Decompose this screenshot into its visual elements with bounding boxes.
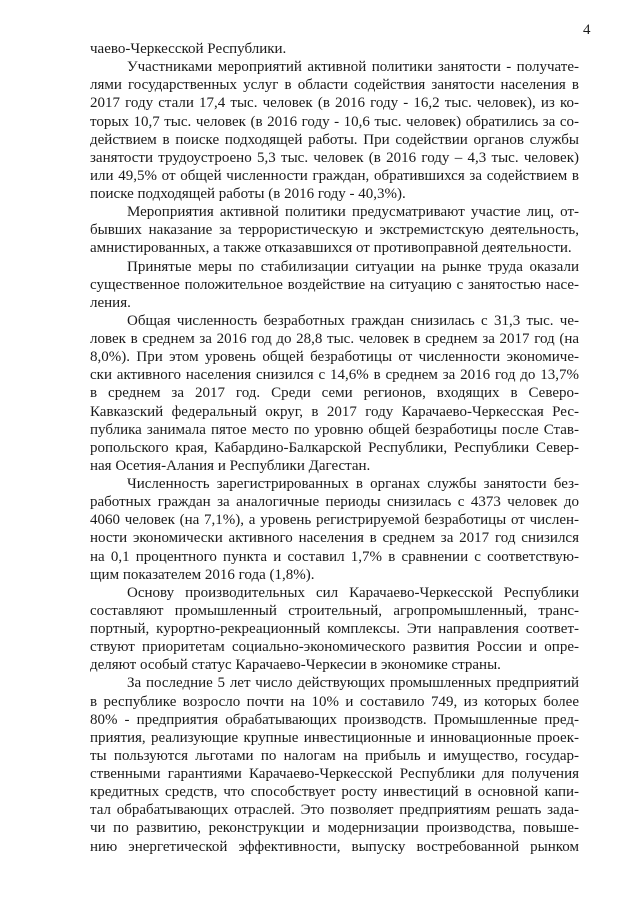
text-line: кредитных средств, что способствует росту инвестиций в основной капи- (90, 784, 579, 801)
text-line: бывших наказание за террористическую и экстремистскую деятельность, (90, 222, 579, 239)
text-line: Основу производительных сил Карачаево-Черкесской Республики (127, 584, 579, 601)
text-line: существенное положительное воздействие на ситуацию с занятостью насе- (90, 276, 579, 293)
paragraph (90, 674, 579, 855)
text-line: Численность зарегистрированных в органах службы занятости без- (127, 476, 579, 492)
text-line: 8,0%). При этом уровень общей безработицы от численности экономиче- (90, 349, 579, 366)
text-line: амнистированных, а также отказавшихся от противоправной деятельности. (90, 240, 572, 257)
text-line: лями государственных услуг в области содействия занятости населения в (90, 77, 579, 94)
text-line: нию энергетической эффективности, выпуску востребованной рынком (90, 838, 579, 855)
text-line: тал обрабатывающих отраслей. Это позволяет предприятиям решать зада- (90, 802, 579, 819)
text-line: ропольского края, Кабардино-Балкарской Республики, Республики Север- (90, 439, 579, 456)
text-line: приятия, реализующие крупные инвестиционные и инновационные проек- (90, 729, 579, 746)
text-line: ски активного населения снизился с 14,6% в среднем за 2016 год до 13,7% (90, 367, 579, 384)
text-line: составляют промышленный строительный, агропромышленный, транс- (90, 602, 579, 619)
text-line: Кавказский федеральный округ, в 2017 году Карачаево-Черкесская Рес- (90, 403, 579, 420)
text-line: щим показателем 2016 года (1,8%). (90, 566, 315, 583)
paragraph (90, 203, 579, 257)
text-line: Принятые меры по стабилизации ситуации на рынке труда оказали (127, 258, 579, 275)
page-number: 4 (583, 22, 591, 38)
text-line: За последние 5 лет число действующих промышленных предприятий (127, 675, 579, 692)
paragraph (90, 40, 579, 58)
text-line: 2017 году стали 17,4 тыс. человек (в 2016 году - 16,2 тыс. человек), из ко- (90, 95, 579, 112)
text-line: ловек в среднем за 2016 год до 28,8 тыс. человек в среднем за 2017 год (на (90, 331, 579, 347)
text-line: действием в поиске подходящей работы. При содействии органов службы (90, 131, 579, 148)
paragraph (90, 475, 579, 584)
document-body (90, 40, 579, 856)
text-line: ствуют приоритетам социально-экономического развития России и опре- (90, 639, 579, 656)
text-line: деляют особый статус Карачаево-Черкесии в экономике страны. (90, 657, 501, 674)
text-line: Участниками мероприятий активной политики занятости - получате- (127, 59, 579, 76)
text-line: поиске подходящей работы (в 2016 году - 40,3%). (90, 186, 406, 202)
text-line: торых 10,7 тыс. человек (в 2016 году - 10,6 тыс. человек) обратились за со- (90, 113, 579, 130)
paragraph (90, 312, 579, 475)
text-line: занятости трудоустроено 5,3 тыс. человек (в 2016 году – 4,3 тыс. человек) (90, 149, 579, 166)
text-line: ная Осетия-Алания и Республики Дагестан. (90, 457, 371, 474)
text-line: ты пользуются льготами по налогам на прибыль и имущество, государ- (90, 747, 579, 764)
text-line: чи по развитию, реконструкции и модернизации производства, повыше- (90, 820, 579, 837)
text-line: ности экономически активного населения в среднем за 2017 год снизился (90, 530, 579, 547)
paragraph (90, 58, 579, 203)
paragraph (90, 258, 579, 312)
text-line: работных граждан за аналогичные периоды снизилась с 4373 человек до (90, 494, 579, 511)
text-line: в среднем за 2017 год. Среди семи регионов, входящих в Северо- (90, 385, 579, 402)
text-line: на 0,1 процентного пункта и составил 1,7% в сравнении с соответствую- (90, 548, 579, 565)
text-line: публика занимала пятое место по уровню общей безработицы после Став- (90, 421, 579, 438)
text-line: чаево-Черкесской Республики. (90, 41, 287, 57)
text-line: или 49,5% от общей численности граждан, обратившихся за содействием в (90, 167, 579, 184)
text-line: ственными гарантиями Карачаево-Черкесской Республики для получения (90, 766, 579, 782)
text-line: портный, курортно-рекреационный комплексы. Эти направления соответ- (90, 621, 579, 637)
text-line: в республике возросло почти на 10% и составило 749, из которых более (90, 693, 579, 710)
text-line: Общая численность безработных граждан снизилась с 31,3 тыс. че- (127, 312, 579, 329)
text-line: Мероприятия активной политики предусматривают участие лиц, от- (127, 204, 579, 221)
text-line: ления. (90, 294, 131, 311)
paragraph (90, 584, 579, 675)
text-line: 80% - предприятия обрабатывающих производств. Промышленные пред- (90, 711, 579, 728)
text-line: 4060 человек (на 7,1%), а уровень регистрируемой безработицы от числен- (90, 512, 579, 529)
